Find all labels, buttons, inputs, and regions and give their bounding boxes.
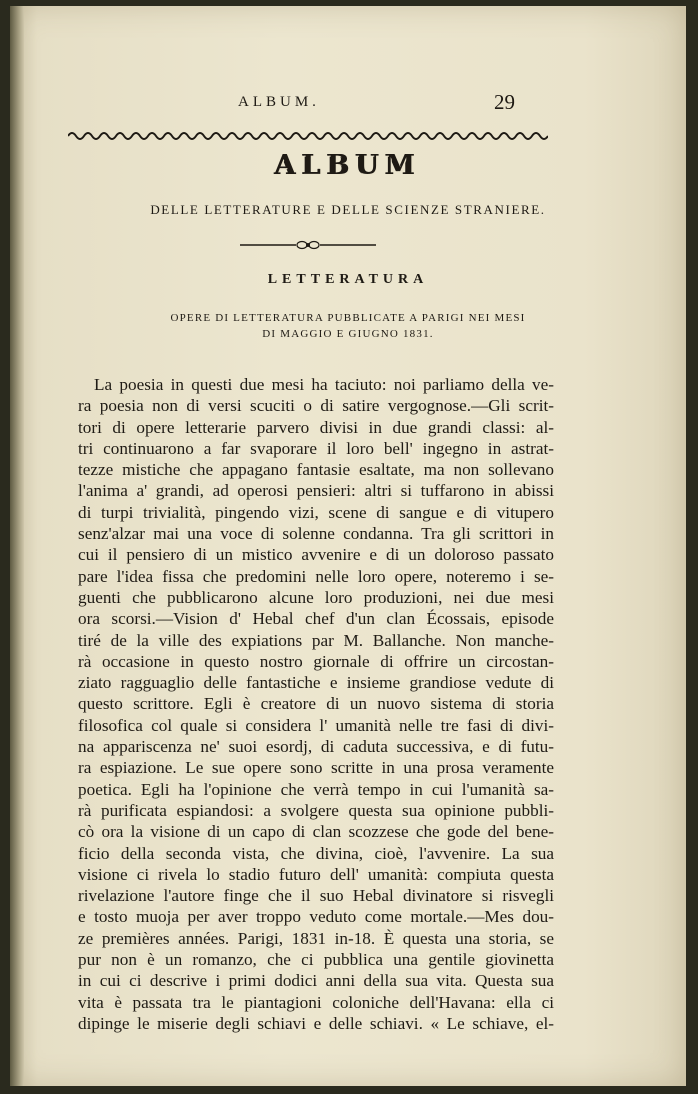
running-head: ALBUM. <box>238 94 320 110</box>
body-line: rà purificata espiandosi: a svolgere questa sua opinione pubbli- <box>78 800 554 820</box>
book-page <box>10 6 686 1086</box>
body-line: ficio della seconda vista, che divina, cioè, l'avvenire. La sua <box>78 843 554 863</box>
body-line: pare l'idea fissa che predomini nelle loro opere, noteremo i se- <box>78 566 554 586</box>
masthead-subtitle: DELLE LETTERATURE E DELLE SCIENZE STRANIERE. <box>150 202 546 217</box>
body-line: dipinge le miserie degli schiavi e delle schiavi. « Le schiave, el- <box>78 1013 554 1033</box>
body-line: cò ora la visione di un capo di clan scozzese che gode del bene- <box>78 822 554 842</box>
subheading-line-1: OPERE DI LETTERATURA PUBBLICATE A PARIGI NEI MESI <box>170 312 526 324</box>
ornament-divider <box>240 238 376 252</box>
masthead-title: ALBUM <box>274 150 422 181</box>
body-line: in cui ci descrive i primi dodici anni della sua vita. Questa sua <box>78 971 554 991</box>
decorative-wave-rule <box>68 130 548 142</box>
page-number: 29 <box>494 90 515 114</box>
body-line: na appariscenza ne' suoi esordj, di caduta successiva, e di futu- <box>78 737 554 757</box>
body-line: ora scorsi.—Vision d' Hebal chef d'un clan Écossais, episode <box>78 609 554 629</box>
body-line: ziato ragguaglio delle fantastiche e insieme grandiose vedute di <box>78 673 554 693</box>
body-line: visione ci rivela lo stadio futuro dell' umanità: compiuta questa <box>78 864 554 884</box>
body-line: questo scrittore. Egli è creatore di un nuovo sistema di storia <box>78 694 554 714</box>
body-line: vita è passata tra le piantagioni coloniche dell'Havana: ella ci <box>78 992 554 1012</box>
body-line: tri continuarono a far svaporare il loro bell' ingegno in astrat- <box>78 438 554 458</box>
body-line: e tosto muoja per aver troppo veduto come mortale.—Mes dou- <box>78 907 554 927</box>
body-line: rivelazione l'autore finge che il suo Hebal divinatore si risvegli <box>78 886 554 906</box>
body-line: l'anima a' grandi, ad operosi pensieri: altri si tuffarono in abissi <box>78 481 554 501</box>
body-line: pur non è un romanzo, che ci pubblica una gentile giovinetta <box>78 950 554 970</box>
body-line: ra espiazione. Le sue opere sono scritte in una prosa veramente <box>78 758 554 778</box>
body-line: tezze mistiche che appagano fantasie esaltate, ma non sollevano <box>78 460 554 480</box>
section-subheading <box>10 310 686 342</box>
body-line: tiré de la ville des expiations par M. Ballanche. Non manche- <box>78 630 554 650</box>
body-line: guenti che pubblicarono alcune loro produzioni, nei due mesi <box>78 587 554 607</box>
body-line: cui il pensiero di un mistico avvenire e di un doloroso passato <box>78 545 554 565</box>
body-line: La poesia in questi due mesi ha taciuto: noi parliamo della ve- <box>94 375 554 394</box>
body-line: ra poesia non di versi scuciti o di satire vergognose.—Gli scrit- <box>78 396 554 416</box>
body-line: poetica. Egli ha l'opinione che verrà tempo in cui l'umanità sa- <box>78 779 554 799</box>
body-line: di turpi trivialità, pingendo vizi, scene di sangue e di vitupero <box>78 502 554 522</box>
body-line: rà occasione in questo nostro giornale di offrire un circostan- <box>78 651 554 671</box>
body-line: ze premières années. Parigi, 1831 in-18. È questa una storia, se <box>78 928 554 948</box>
subheading-line-2: DI MAGGIO E GIUGNO 1831. <box>262 328 434 340</box>
body-line: tori di opere letterarie parvero divisi in due grandi classi: al- <box>78 417 554 437</box>
section-title: LETTERATURA <box>267 272 429 287</box>
body-line: filosofica col quale si considera l' umanità nelle tre fasi di divi- <box>78 715 554 735</box>
article-body <box>78 374 554 1034</box>
body-line: senz'alzar mai una voce di solenne condanna. Tra gli scrittori in <box>78 524 554 544</box>
